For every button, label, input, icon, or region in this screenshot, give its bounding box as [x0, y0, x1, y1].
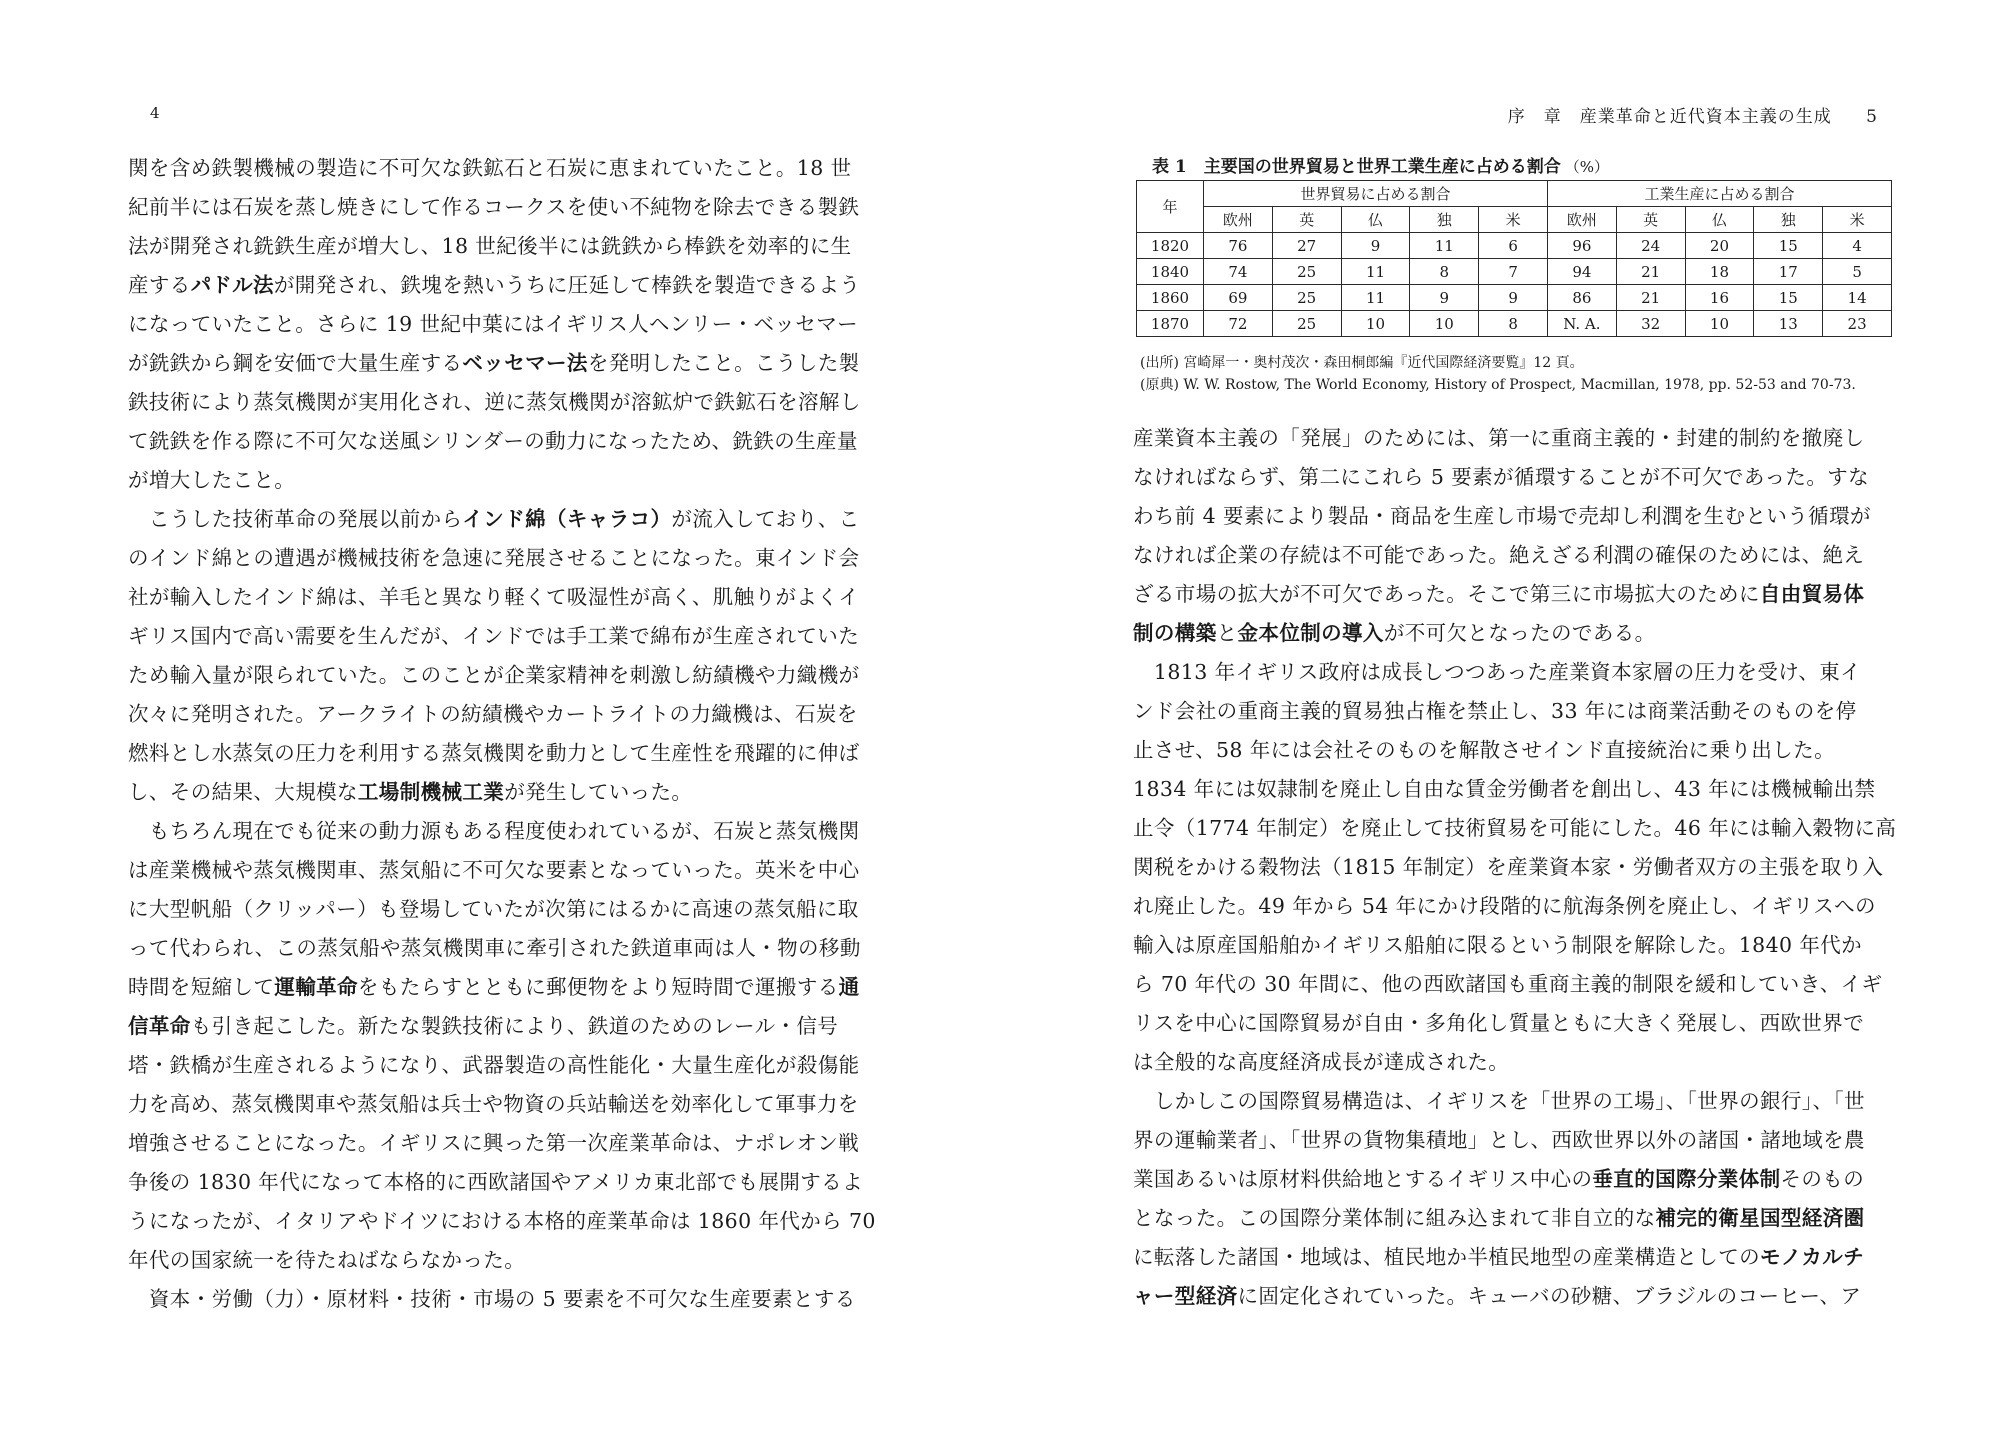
text-span: に固定化されていった。キューバの砂糖、ブラジルのコーヒー、ア — [1237, 1284, 1862, 1308]
value-cell: 24 — [1616, 233, 1685, 259]
value-cell: 27 — [1272, 233, 1341, 259]
text-line — [128, 1241, 898, 1280]
text-span: が開発され、鉄塊を熱いうちに圧延して棒鉄を製造できるよう — [273, 273, 861, 297]
value-cell: 69 — [1204, 285, 1273, 311]
text-span: そのもの — [1780, 1167, 1865, 1191]
value-cell: 16 — [1685, 285, 1754, 311]
text-span: わち前 4 要素により製品・商品を生産し市場で売却し利潤を生むという循環が — [1133, 504, 1871, 528]
subheader-cell: 独 — [1754, 207, 1823, 233]
text-span: ため輸入量が限られていた。このことが企業家精神を刺激し紡績機や力織機が — [128, 663, 860, 687]
text-span: って代わられ、この蒸気船や蒸気機関車に牽引された鉄道車両は人・物の移動 — [128, 936, 861, 960]
text-span: 社が輸入したインド綿は、羊毛と異なり軽くて吸湿性が高く、肌触りがよくイ — [128, 585, 860, 609]
text-line — [128, 344, 898, 383]
table-title: 表 1 主要国の世界貿易と世界工業生産に占める割合 — [1152, 157, 1561, 177]
value-cell: 9 — [1341, 233, 1410, 259]
table-source-note: (出所) 宮崎犀一・奥村茂次・森田桐郎編『近代国際経済要覧』12 頁。 — [1140, 355, 1584, 371]
table-unit: （%） — [1564, 158, 1610, 176]
bold-term: 通 — [838, 975, 860, 999]
value-cell: N. A. — [1547, 311, 1616, 337]
value-cell: 15 — [1754, 233, 1823, 259]
text-line — [128, 734, 898, 773]
value-cell: 13 — [1754, 311, 1823, 337]
text-span: なければ企業の存続は不可能であった。絶えざる利潤の確保のためには、絶え — [1133, 543, 1865, 567]
text-line — [1133, 965, 1903, 1004]
text-line — [1133, 1160, 1903, 1199]
subheader-cell: 英 — [1272, 207, 1341, 233]
text-span: に転落した諸国・地域は、植民地か半植民地型の産業構造としての — [1133, 1245, 1760, 1269]
value-cell: 6 — [1479, 233, 1548, 259]
value-cell: 76 — [1204, 233, 1273, 259]
text-line — [128, 890, 898, 929]
year-cell: 1820 — [1137, 233, 1204, 259]
year-cell: 1870 — [1137, 311, 1204, 337]
bold-term: 垂直的国際分業体制 — [1592, 1167, 1781, 1191]
subheader-cell: 欧州 — [1547, 207, 1616, 233]
text-span: こうした技術革命の発展以前から — [128, 507, 463, 531]
text-span: 産業資本主義の「発展」のためには、第一に重商主義的・封建的制約を撤廃し — [1133, 426, 1865, 450]
subheader-cell: 英 — [1616, 207, 1685, 233]
text-line — [1133, 1043, 1903, 1082]
text-span: 時間を短縮して — [128, 975, 275, 999]
trade-industry-share-table — [1136, 180, 1892, 337]
text-span: 力を高め、蒸気機関車や蒸気船は兵士や物資の兵站輸送を効率化して軍事力を — [128, 1092, 859, 1116]
text-span: ざる市場の拡大が不可欠であった。そこで第三に市場拡大のために — [1133, 582, 1760, 606]
text-span: のインド綿との遭遇が機械技術を急速に発展させることになった。東インド会 — [128, 546, 860, 570]
text-line — [128, 149, 898, 188]
text-line — [128, 188, 898, 227]
text-line — [128, 500, 898, 539]
value-cell: 21 — [1616, 259, 1685, 285]
text-span: と — [1216, 621, 1238, 645]
value-cell: 7 — [1479, 259, 1548, 285]
value-cell: 86 — [1547, 285, 1616, 311]
subheader-cell: 米 — [1823, 207, 1892, 233]
text-span: リスを中心に国際貿易が自由・多角化し質量ともに大きく発展し、西欧世界で — [1133, 1011, 1865, 1035]
trade-share-group-header: 世界貿易に占める割合 — [1204, 181, 1548, 207]
text-line — [1133, 575, 1903, 614]
bold-term: 補完的衛星国型経済圏 — [1655, 1206, 1865, 1230]
text-line — [128, 1085, 898, 1124]
text-span: が銑鉄から鋼を安価で大量生産する — [128, 351, 463, 375]
text-line — [128, 422, 898, 461]
text-line — [1133, 770, 1903, 809]
text-span: ら 70 年代の 30 年間に、他の西欧諸国も重商主義的制限を緩和していき、イギ — [1133, 972, 1883, 996]
subheader-cell: 米 — [1479, 207, 1548, 233]
right-page — [1000, 0, 2000, 1432]
text-line — [1133, 614, 1903, 653]
text-span: 次々に発明された。アークライトの紡績機やカートライトの力織機は、石炭を — [128, 702, 858, 726]
table-caption — [1152, 152, 1609, 177]
text-line — [1133, 848, 1903, 887]
subheader-row — [1137, 207, 1892, 233]
value-cell: 18 — [1685, 259, 1754, 285]
text-span: になっていたこと。さらに 19 世紀中葉にはイギリス人ヘンリー・ベッセマー — [128, 312, 859, 336]
bold-term: 金本位制の導入 — [1237, 621, 1384, 645]
value-cell: 9 — [1479, 285, 1548, 311]
value-cell: 11 — [1410, 233, 1479, 259]
text-line — [1133, 926, 1903, 965]
text-line — [128, 1124, 898, 1163]
text-span: 業国あるいは原材料供給地とするイギリス中心の — [1133, 1167, 1593, 1191]
text-line — [128, 1202, 898, 1241]
text-line — [1133, 1004, 1903, 1043]
value-cell: 25 — [1272, 311, 1341, 337]
text-line — [128, 773, 898, 812]
text-line — [128, 305, 898, 344]
subheader-cell: 独 — [1410, 207, 1479, 233]
value-cell: 9 — [1410, 285, 1479, 311]
value-cell: 32 — [1616, 311, 1685, 337]
bold-term: 制の構築 — [1133, 621, 1217, 645]
value-cell: 21 — [1616, 285, 1685, 311]
year-cell: 1860 — [1137, 285, 1204, 311]
text-span: 増強させることになった。イギリスに興った第一次産業革命は、ナポレオン戦 — [128, 1131, 860, 1155]
text-line — [1133, 731, 1903, 770]
industry-share-group-header: 工業生産に占める割合 — [1547, 181, 1891, 207]
value-cell: 17 — [1754, 259, 1823, 285]
text-line — [128, 578, 898, 617]
text-line — [128, 656, 898, 695]
text-span: 塔・鉄橋が生産されるようになり、武器製造の高性能化・大量生産化が殺傷能 — [128, 1053, 860, 1077]
value-cell: 74 — [1204, 259, 1273, 285]
text-span: を発明したこと。こうした製 — [587, 351, 860, 375]
text-span: し、その結果、大規模な — [128, 780, 358, 804]
text-line — [128, 1280, 898, 1319]
text-span: が不可欠となったのである。 — [1383, 621, 1656, 645]
text-line — [128, 851, 898, 890]
text-line — [1133, 458, 1903, 497]
text-span: もちろん現在でも従来の動力源もある程度使われているが、石炭と蒸気機関 — [128, 819, 860, 843]
bold-term: 信革命 — [128, 1014, 191, 1038]
subheader-cell: 仏 — [1685, 207, 1754, 233]
text-span: 界の運輸業者」、「世界の貨物集積地」とし、西欧世界以外の諸国・諸地域を農 — [1133, 1128, 1865, 1152]
text-span: ギリス国内で高い需要を生んだが、インドでは手工業で綿布が生産されていた — [128, 624, 860, 648]
value-cell: 23 — [1823, 311, 1892, 337]
table-row — [1137, 233, 1892, 259]
bold-term: 自由貿易体 — [1759, 582, 1865, 606]
value-cell: 15 — [1754, 285, 1823, 311]
text-span: 紀前半には石炭を蒸し焼きにして作るコークスを使い不純物を除去できる製鉄 — [128, 195, 860, 219]
text-span: に大型帆船（クリッパー）も登場していたが次第にはるかに高速の蒸気船に取 — [128, 897, 859, 921]
text-line — [128, 266, 898, 305]
bold-term: パドル法 — [190, 273, 274, 297]
text-span: れ廃止した。49 年から 54 年にかけ段階的に航海条例を廃止し、イギリスへの — [1133, 894, 1876, 918]
text-line — [128, 539, 898, 578]
value-cell: 94 — [1547, 259, 1616, 285]
text-line — [128, 812, 898, 851]
text-line — [128, 461, 898, 500]
value-cell: 4 — [1823, 233, 1892, 259]
value-cell: 25 — [1272, 259, 1341, 285]
text-span: 1834 年には奴隷制を廃止し自由な賃金労働者を創出し、43 年には機械輸出禁 — [1133, 777, 1876, 801]
text-span: が発生していった。 — [504, 780, 693, 804]
page-number-right: 5 — [1866, 107, 1878, 127]
text-span: 燃料とし水蒸気の圧力を利用する蒸気機関を動力として生産性を飛躍的に伸ば — [128, 741, 860, 765]
text-line — [1133, 1277, 1903, 1316]
text-line — [128, 383, 898, 422]
text-line — [1133, 419, 1903, 458]
text-line — [128, 1007, 898, 1046]
text-span: 1813 年イギリス政府は成長しつつあった産業資本家層の圧力を受け、東イ — [1133, 660, 1862, 684]
text-span: ンド会社の重商主義的貿易独占権を禁止し、33 年には商業活動そのものを停 — [1133, 699, 1857, 723]
table-row — [1137, 311, 1892, 337]
text-line — [128, 929, 898, 968]
text-line — [128, 968, 898, 1007]
bold-term: 工場制機械工業 — [357, 780, 505, 804]
text-line — [128, 617, 898, 656]
subheader-cell: 仏 — [1341, 207, 1410, 233]
year-cell: 1840 — [1137, 259, 1204, 285]
value-cell: 72 — [1204, 311, 1273, 337]
text-span: が流入しており、こ — [671, 507, 860, 531]
text-span: なければならず、第二にこれら 5 要素が循環することが不可欠であった。すな — [1133, 465, 1870, 489]
text-line — [1133, 1238, 1903, 1277]
text-line — [128, 695, 898, 734]
text-line — [128, 227, 898, 266]
text-span: 止令（1774 年制定）を廃止して技術貿易を可能にした。46 年には輸入穀物に高 — [1133, 816, 1897, 840]
bold-term: 運輸革命 — [274, 975, 358, 999]
bold-term: モノカルチ — [1760, 1245, 1865, 1269]
text-line — [128, 1163, 898, 1202]
value-cell: 14 — [1823, 285, 1892, 311]
text-span: 法が開発され銑鉄生産が増大し、18 世紀後半には銑鉄から棒鉄を効率的に生 — [128, 234, 852, 258]
running-head — [1508, 102, 1878, 127]
text-line — [1133, 809, 1903, 848]
text-span: 関税をかける穀物法（1815 年制定）を産業資本家・労働者双方の主張を取り入 — [1133, 855, 1884, 879]
text-span: 止させ、58 年には会社そのものを解散させインド直接統治に乗り出した。 — [1133, 738, 1835, 762]
text-span: は全般的な高度経済成長が達成された。 — [1133, 1050, 1510, 1074]
value-cell: 96 — [1547, 233, 1616, 259]
value-cell: 20 — [1685, 233, 1754, 259]
text-span: となった。この国際分業体制に組み込まれて非自立的な — [1133, 1206, 1656, 1230]
text-line — [1133, 1082, 1903, 1121]
value-cell: 11 — [1341, 259, 1410, 285]
table-original-source-note: (原典) W. W. Rostow, The World Economy, History of Prospect, Macmillan, 1978, pp. 52-53 and 70-73. — [1140, 377, 1856, 393]
text-span: 資本・労働（力）・原材料・技術・市場の 5 要素を不可欠な生産要素とする — [128, 1287, 856, 1311]
text-line — [1133, 887, 1903, 926]
value-cell: 8 — [1410, 259, 1479, 285]
text-line — [1133, 497, 1903, 536]
value-cell: 10 — [1341, 311, 1410, 337]
chapter-title: 序 章 産業革命と近代資本主義の生成 — [1507, 107, 1832, 127]
text-span: うになったが、イタリアやドイツにおける本格的産業革命は 1860 年代から 70 — [128, 1209, 876, 1233]
text-span: をもたらすとともに郵便物をより短時間で運搬する — [357, 975, 839, 999]
text-span: は産業機械や蒸気機関車、蒸気船に不可欠な要素となっていった。英米を中心 — [128, 858, 860, 882]
value-cell: 10 — [1685, 311, 1754, 337]
text-line — [1133, 653, 1903, 692]
year-column-header: 年 — [1137, 181, 1204, 233]
text-span: 争後の 1830 年代になって本格的に西欧諸国やアメリカ東北部でも展開するよ — [128, 1170, 863, 1194]
bold-term: インド綿（キャラコ） — [462, 507, 672, 531]
text-line — [1133, 1121, 1903, 1160]
value-cell: 25 — [1272, 285, 1341, 311]
text-line — [1133, 536, 1903, 575]
text-span: も引き起こした。新たな製鉄技術により、鉄道のためのレール・信号 — [190, 1014, 839, 1038]
value-cell: 11 — [1341, 285, 1410, 311]
bold-term: ャー型経済 — [1133, 1284, 1238, 1308]
right-body-text — [1133, 419, 1903, 1316]
text-span: 関を含め鉄製機械の製造に不可欠な鉄鉱石と石炭に恵まれていたこと。18 世 — [128, 156, 852, 180]
text-line — [1133, 692, 1903, 731]
text-span: が増大したこと。 — [128, 468, 296, 492]
text-span: しかしこの国際貿易構造は、イギリスを「世界の工場」、「世界の銀行」、「世 — [1133, 1089, 1865, 1113]
bold-term: ベッセマー法 — [462, 351, 588, 375]
value-cell: 5 — [1823, 259, 1892, 285]
text-line — [128, 1046, 898, 1085]
page-number-left: 4 — [150, 104, 160, 122]
text-line — [1133, 1199, 1903, 1238]
value-cell: 10 — [1410, 311, 1479, 337]
subheader-cell: 欧州 — [1204, 207, 1273, 233]
text-span: 産する — [128, 273, 191, 297]
text-span: 鉄技術により蒸気機関が実用化され、逆に蒸気機関が溶鉱炉で鉄鉱石を溶解し — [128, 390, 861, 414]
value-cell: 8 — [1479, 311, 1548, 337]
table-row — [1137, 259, 1892, 285]
table-row — [1137, 285, 1892, 311]
text-span: 年代の国家統一を待たねばならなかった。 — [128, 1248, 526, 1272]
left-body-text — [128, 149, 898, 1319]
text-span: 輸入は原産国船舶かイギリス船舶に限るという制限を解除した。1840 年代か — [1133, 933, 1863, 957]
text-span: て銑鉄を作る際に不可欠な送風シリンダーの動力になったため、銑鉄の生産量 — [128, 429, 858, 453]
